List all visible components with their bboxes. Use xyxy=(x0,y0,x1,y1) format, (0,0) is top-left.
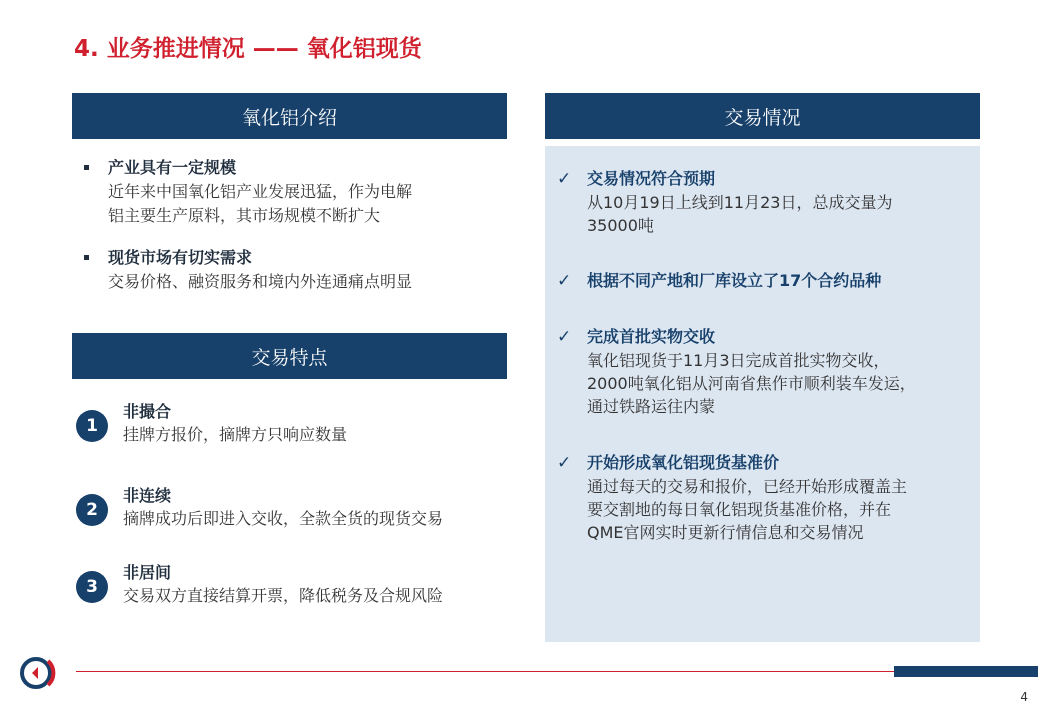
trading-item-title: 交易情况符合预期 xyxy=(587,169,716,188)
intro-item-1 xyxy=(84,156,504,228)
check-icon: ✓ xyxy=(557,271,572,291)
feature-item-1 xyxy=(76,400,506,446)
intro-item-2 xyxy=(84,246,504,294)
features-header: 交易特点 xyxy=(72,333,507,379)
check-icon: ✓ xyxy=(557,169,572,189)
number-badge: 3 xyxy=(76,571,108,603)
intro-header: 氧化铝介绍 xyxy=(72,93,507,139)
check-icon: ✓ xyxy=(557,453,572,473)
trading-item-title: 根据不同产地和厂库设立了17个合约品种 xyxy=(587,271,882,290)
trading-item-line: 通过每天的交易和报价，已经开始形成覆盖主 xyxy=(587,477,908,496)
slide-title: 4. 业务推进情况 —— 氧化铝现货 xyxy=(74,36,422,62)
trading-item-title: 完成首批实物交收 xyxy=(587,327,716,346)
number-badge: 1 xyxy=(76,410,108,442)
trading-item-line: 氧化铝现货于11月3日完成首批实物交收， xyxy=(587,351,890,370)
feature-title: 非连续 xyxy=(123,486,172,505)
trading-item-title: 开始形成氧化铝现货基准价 xyxy=(587,453,780,472)
feature-item-2 xyxy=(76,484,506,530)
feature-body: 摘牌成功后即进入交收，全款全货的现货交易 xyxy=(123,509,444,528)
trading-item-line: 通过铁路运往内蒙 xyxy=(587,397,716,416)
footer-accent-bar xyxy=(894,666,1038,677)
bullet-square-icon xyxy=(84,165,89,170)
feature-body: 挂牌方报价，摘牌方只响应数量 xyxy=(123,425,348,444)
trading-item-1 xyxy=(557,167,972,237)
feature-item-3 xyxy=(76,561,506,607)
intro-item-line: 铝主要生产原料，其市场规模不断扩大 xyxy=(108,206,381,225)
company-logo-icon xyxy=(18,655,58,691)
feature-title: 非撮合 xyxy=(123,402,172,421)
intro-item-title: 产业具有一定规模 xyxy=(108,158,237,177)
trading-header: 交易情况 xyxy=(545,93,980,139)
trading-item-line: 要交割地的每日氧化铝现货基准价格，并在 xyxy=(587,500,892,519)
intro-item-line: 交易价格、融资服务和境内外连通痛点明显 xyxy=(108,272,413,291)
trading-item-line: 35000吨 xyxy=(587,216,654,235)
intro-item-title: 现货市场有切实需求 xyxy=(108,248,253,267)
trading-item-3 xyxy=(557,325,972,418)
feature-title: 非居间 xyxy=(123,563,172,582)
trading-item-2 xyxy=(557,269,972,293)
footer-divider xyxy=(76,671,894,672)
trading-item-line: 从10月19日上线到11月23日，总成交量为 xyxy=(587,193,893,212)
trading-item-4 xyxy=(557,451,972,544)
intro-item-line: 近年来中国氧化铝产业发展迅猛，作为电解 xyxy=(108,182,413,201)
page-number: 4 xyxy=(1020,690,1028,704)
number-badge: 2 xyxy=(76,494,108,526)
feature-body: 交易双方直接结算开票，降低税务及合规风险 xyxy=(123,586,444,605)
trading-item-line: QME官网实时更新行情信息和交易情况 xyxy=(587,523,864,542)
check-icon: ✓ xyxy=(557,327,572,347)
trading-item-line: 2000吨氧化铝从河南省焦作市顺利装车发运， xyxy=(587,374,916,393)
bullet-square-icon xyxy=(84,255,89,260)
